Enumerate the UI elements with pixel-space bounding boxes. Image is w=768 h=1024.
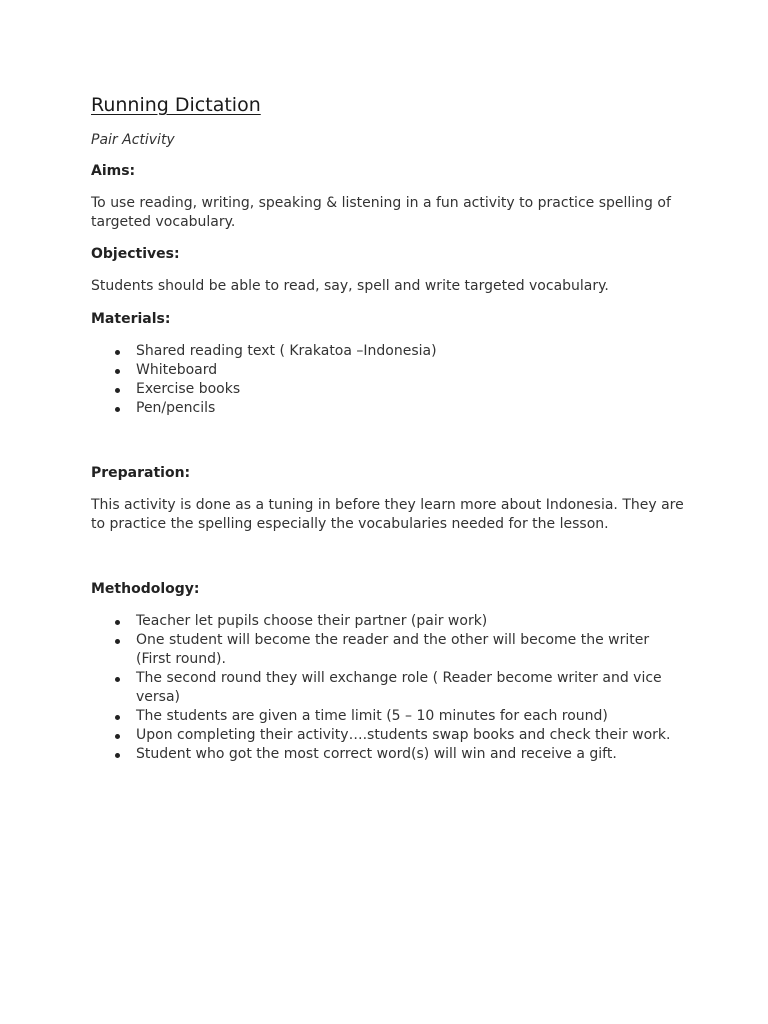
bullet-icon	[115, 350, 120, 355]
aims-heading: Aims:	[91, 163, 136, 179]
bullet-icon	[115, 715, 120, 720]
list-item	[91, 380, 688, 399]
list-item	[91, 612, 688, 631]
bullet-icon	[115, 753, 120, 758]
list-item	[91, 726, 688, 745]
bullet-icon	[115, 734, 120, 739]
document-title: Running Dictation	[91, 94, 261, 116]
methodology-heading: Methodology:	[91, 581, 200, 597]
methodology-item-label: The second round they will exchange role ( Reader become writer and vice versa)	[136, 670, 662, 705]
list-item	[91, 745, 688, 764]
bullet-icon	[115, 407, 120, 412]
bullet-icon	[115, 388, 120, 393]
bullet-icon	[115, 620, 120, 625]
bullet-icon	[115, 369, 120, 374]
list-item	[91, 669, 688, 707]
materials-item-label: Exercise books	[136, 381, 241, 397]
methodology-item-label: Upon completing their activity….students swap books and check their work.	[136, 727, 671, 743]
materials-item-label: Pen/pencils	[136, 400, 216, 416]
list-item	[91, 631, 688, 669]
list-item	[91, 342, 688, 361]
methodology-item-label: The students are given a time limit (5 – 10 minutes for each round)	[136, 708, 608, 724]
methodology-item-label: Teacher let pupils choose their partner (pair work)	[136, 613, 488, 629]
bullet-icon	[115, 639, 120, 644]
list-item	[91, 361, 688, 380]
preparation-heading: Preparation:	[91, 465, 191, 481]
materials-item-label: Whiteboard	[136, 362, 218, 378]
methodology-list	[91, 612, 688, 764]
methodology-item-label: Student who got the most correct word(s) will win and receive a gift.	[136, 746, 617, 762]
list-item	[91, 399, 688, 418]
bullet-icon	[115, 677, 120, 682]
preparation-text: This activity is done as a tuning in before they learn more about Indonesia. They are to practice the spelling especially the vocabularies needed for the lesson.	[91, 497, 684, 532]
materials-item-label: Shared reading text ( Krakatoa –Indonesia)	[136, 343, 437, 359]
materials-list	[91, 342, 688, 418]
materials-heading: Materials:	[91, 311, 171, 327]
list-item	[91, 707, 688, 726]
objectives-heading: Objectives:	[91, 246, 180, 262]
aims-text: To use reading, writing, speaking & listening in a fun activity to practice spelling of targeted vocabulary.	[91, 195, 671, 230]
document-subtitle: Pair Activity	[91, 132, 175, 148]
objectives-text: Students should be able to read, say, spell and write targeted vocabulary.	[91, 278, 609, 294]
methodology-item-label: One student will become the reader and the other will become the writer (First round).	[136, 632, 650, 667]
